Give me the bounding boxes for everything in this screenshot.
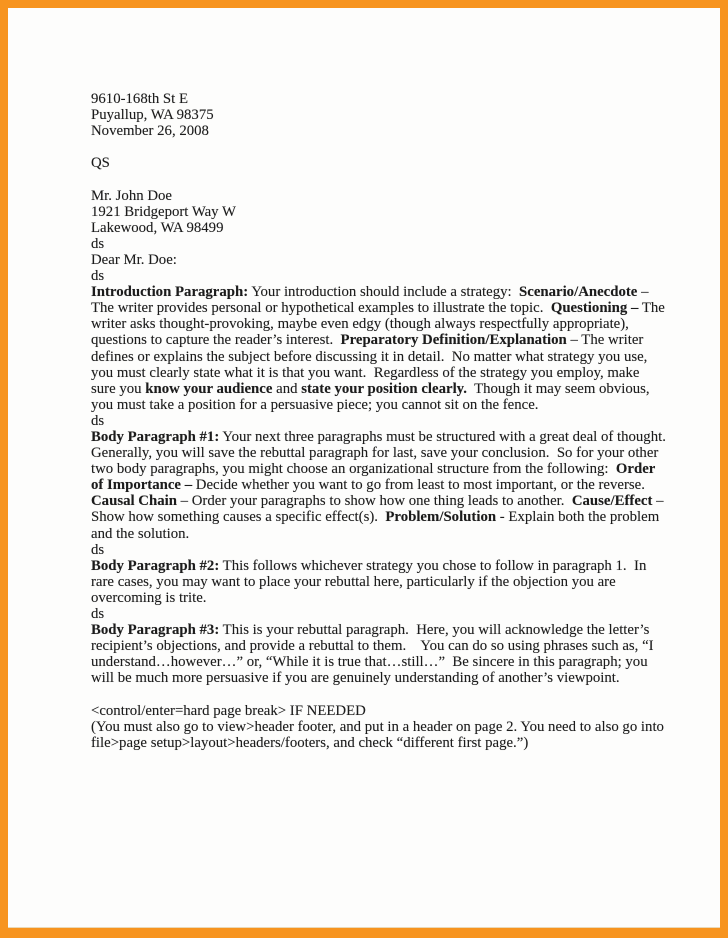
letter-text: writer asks thought-provoking, maybe even edgy (though always respectfully appropriate), <box>91 316 629 333</box>
letter-line <box>91 670 657 686</box>
letter-text: Generally, you will save the rebuttal paragraph for last, save your conclusion. So for your other <box>91 445 659 462</box>
letter-line <box>91 574 657 590</box>
letter-line <box>91 526 657 542</box>
letter-line <box>91 139 657 155</box>
letter-line <box>91 107 657 123</box>
letter-text: – <box>652 493 664 510</box>
letter-line <box>91 188 657 204</box>
letter-line <box>91 349 657 365</box>
letter-text: – <box>637 284 649 301</box>
letter-line <box>91 236 657 252</box>
letter-text: This is your rebuttal paragraph. Here, you will acknowledge the letter’s <box>219 622 650 639</box>
letter-line <box>91 220 657 236</box>
letter-line <box>91 686 657 702</box>
letter-line <box>91 509 660 526</box>
letter-text: Puyallup, WA 98375 <box>91 107 214 124</box>
letter-text: will be much more persuasive if you are genuinely understanding of another’s viewpoint. <box>91 670 620 687</box>
letter-text: 9610-168th St E <box>91 91 189 107</box>
letter-text-bold: Body Paragraph #2: <box>91 557 220 574</box>
letter-text: - Explain both the problem <box>496 509 660 526</box>
letter-line <box>91 91 657 107</box>
letter-text: ds <box>91 235 105 252</box>
letter-text-bold: Causal Chain <box>91 493 177 510</box>
letter-text: rare cases, you may want to place your rebuttal here, particularly if the objection you are <box>91 573 616 590</box>
letter-line <box>91 381 657 397</box>
letter-text: defines or explains the subject before discussing it in detail. No matter what strategy you use, <box>91 348 648 365</box>
letter-text: ds <box>91 541 105 558</box>
letter-text: ds <box>91 606 105 622</box>
letter-text: Your introduction should include a strategy: <box>248 284 520 301</box>
letter-line <box>91 477 657 493</box>
letter-text: Show how something causes a specific effect(s). <box>91 509 386 526</box>
letter-text-bold: Questioning – <box>550 300 639 317</box>
letter-text: and <box>272 380 302 397</box>
letter-text-bold: Order <box>615 461 656 478</box>
letter-text: 1921 Bridgeport Way W <box>91 203 236 220</box>
letter-text: overcoming is trite. <box>91 589 207 606</box>
letter-line <box>91 332 657 348</box>
letter-line <box>91 703 657 719</box>
letter-line <box>91 606 657 622</box>
letter-line <box>91 542 657 558</box>
letter-line <box>91 622 657 638</box>
letter-line <box>91 123 657 139</box>
letter-text: ds <box>91 268 105 285</box>
letter-line <box>91 413 657 429</box>
letter-text: questions to capture the reader’s interest. <box>91 332 341 349</box>
letter-line <box>91 155 657 171</box>
letter-text-bold: Problem/Solution <box>385 509 497 526</box>
letter-body <box>91 91 666 751</box>
letter-text: QS <box>91 155 110 172</box>
letter-text: – Order your paragraphs to show how one thing leads to another. <box>176 493 572 510</box>
letter-text-bold: Body Paragraph #3: <box>91 622 220 639</box>
letter-text-bold: know your audience <box>145 380 273 397</box>
letter-text: sure you <box>91 380 146 397</box>
letter-line <box>91 558 657 574</box>
letter-text: Though it may seem obvious, <box>466 380 650 397</box>
letter-text: November 26, 2008 <box>91 123 209 140</box>
letter-text: Your next three paragraphs must be structured with a great deal of thought. <box>219 428 666 445</box>
letter-line <box>91 397 657 413</box>
letter-text: file>page setup>layout>headers/footers, and check “different first page.”) <box>91 734 529 751</box>
letter-text: and the solution. <box>91 525 190 542</box>
letter-text: Decide whether you want to go from least to most important, or the reverse. <box>192 477 645 494</box>
letter-line <box>91 365 657 381</box>
letter-text-bold: state your position clearly. <box>301 380 467 397</box>
letter-text: you must clearly state what it is that you want. Regardless of the strategy you employ, make <box>91 364 640 381</box>
letter-line <box>91 638 657 654</box>
letter-text: This follows whichever strategy you chose to follow in paragraph 1. In <box>219 557 647 574</box>
letter-text: The <box>638 300 665 317</box>
letter-line <box>91 316 657 332</box>
letter-line <box>91 461 657 477</box>
letter-text: – The writer <box>566 332 644 349</box>
letter-page <box>8 8 720 928</box>
letter-text: (You must also go to view>header footer, and put in a header on page 2. You need to also go into <box>91 718 664 735</box>
letter-line <box>91 428 666 445</box>
letter-text-bold: Preparatory Definition/Explanation <box>340 332 567 349</box>
letter-line <box>91 284 657 300</box>
letter-text: <control/enter=hard page break> IF NEEDED <box>91 702 366 719</box>
letter-text: Lakewood, WA 98499 <box>91 219 224 236</box>
letter-text: you must take a position for a persuasive piece; you cannot sit on the fence. <box>91 396 539 413</box>
letter-text: The writer provides personal or hypothetical examples to illustrate the topic. <box>91 300 551 317</box>
letter-text-bold: Scenario/Anecdote <box>519 284 638 301</box>
letter-line <box>91 493 664 510</box>
letter-text: understand…however…” or, “While it is true that…still…” Be sincere in this paragraph; you <box>91 654 648 671</box>
letter-text-bold: Cause/Effect <box>571 493 653 510</box>
letter-line <box>91 590 657 606</box>
letter-text: ds <box>91 412 105 429</box>
letter-line <box>91 268 657 284</box>
letter-line <box>91 204 657 220</box>
letter-line <box>91 718 664 735</box>
letter-line <box>91 735 657 751</box>
letter-line <box>91 171 657 187</box>
letter-text: Mr. John Doe <box>91 187 172 204</box>
letter-line <box>91 445 657 461</box>
letter-line <box>91 252 657 268</box>
letter-line <box>91 300 665 317</box>
letter-text-bold: Body Paragraph #1: <box>91 428 220 445</box>
letter-text-bold: Introduction Paragraph: <box>91 284 249 301</box>
letter-text-bold: of Importance – <box>91 477 193 494</box>
letter-text: two body paragraphs, you might choose an organizational structure from the following: <box>91 461 616 478</box>
letter-text: recipient’s objections, and provide a rebuttal to them. You can do so using phrases such as, “I <box>91 638 654 655</box>
letter-line <box>91 654 657 670</box>
letter-text: Dear Mr. Doe: <box>91 251 177 268</box>
